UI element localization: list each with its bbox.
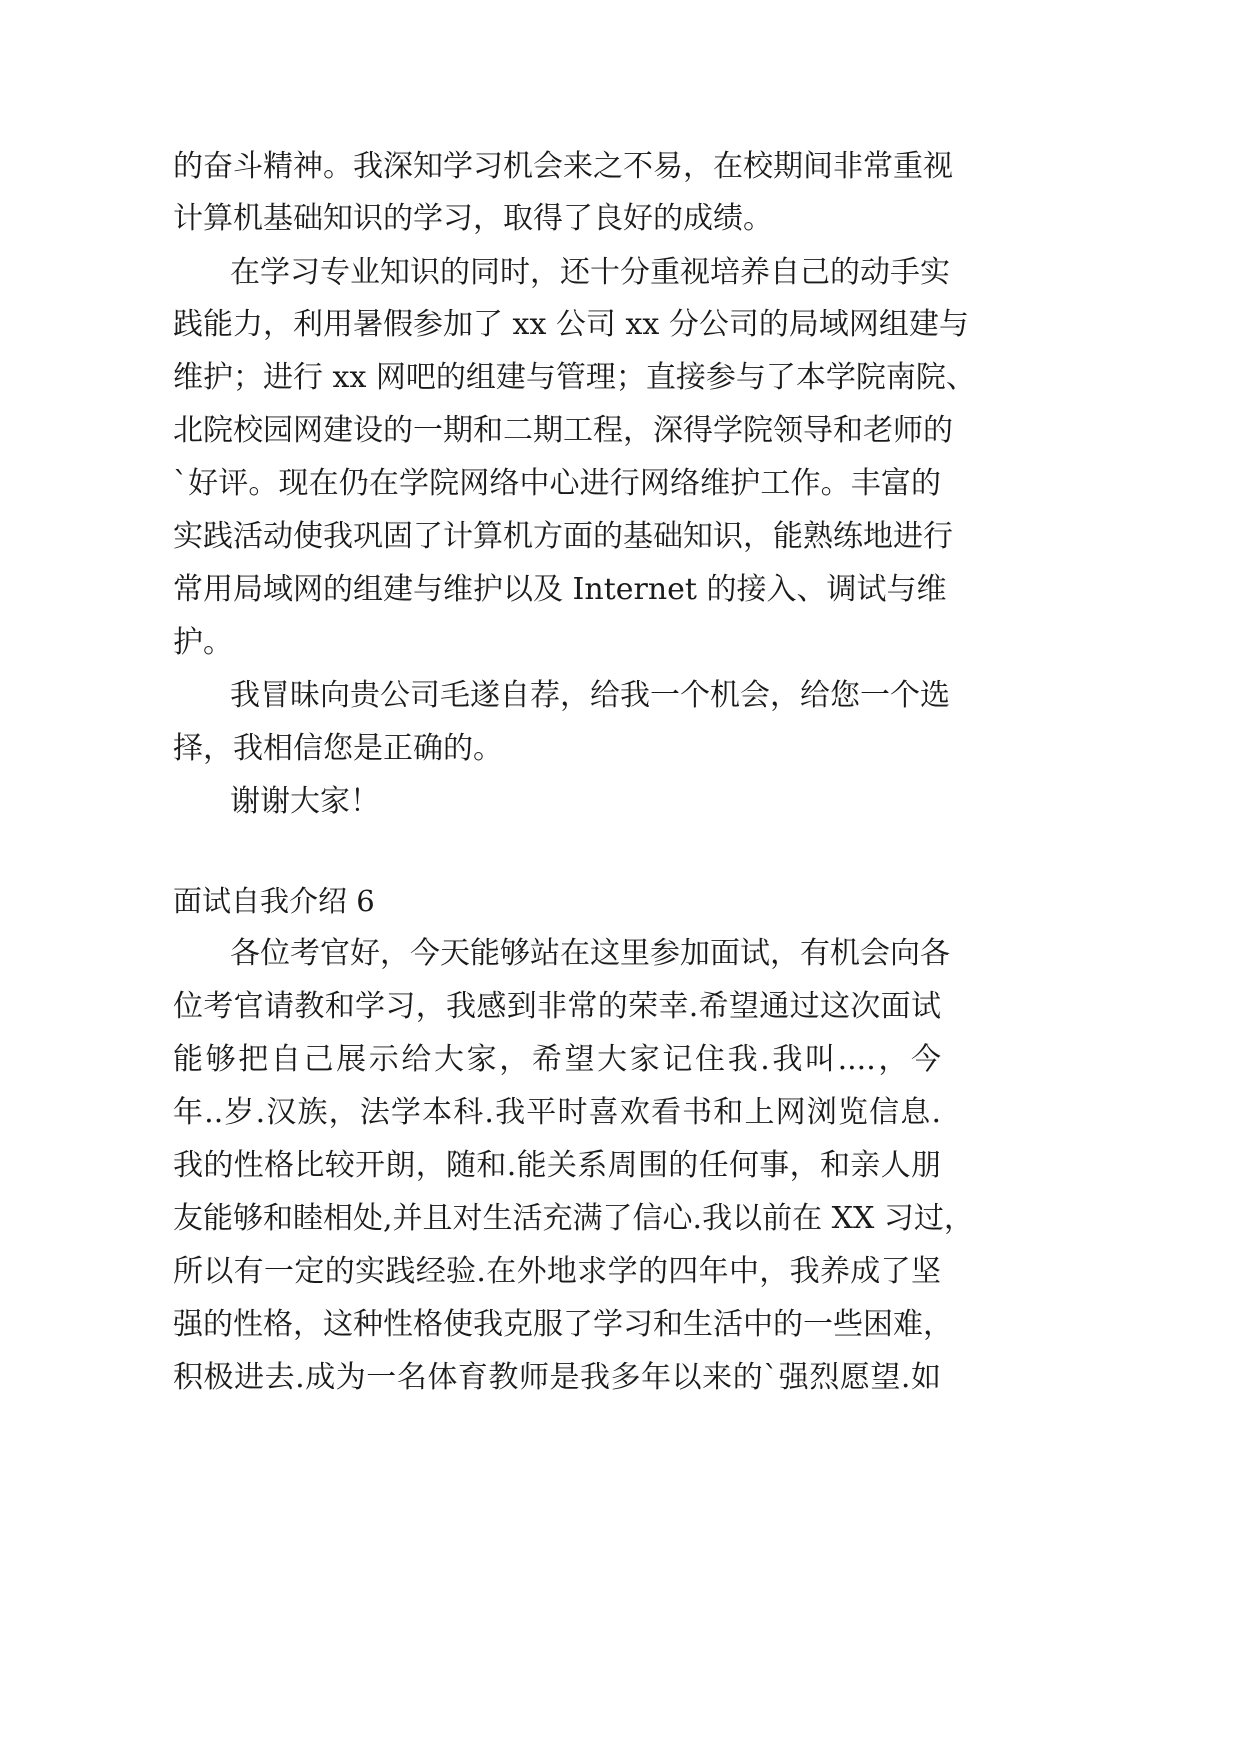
text-line [173,623,233,663]
text-line [173,1252,941,1292]
text-line-content: 位考官请教和学习，我感到非常的荣幸.希望通过这次面试 [173,989,941,1024]
text-line [173,1305,953,1345]
text-line [230,782,380,822]
text-line [230,253,950,293]
text-line-content: 谢谢大家！ [230,784,380,819]
text-line-content: 友能够和睦相处,并且对生活充满了信心.我以前在 XX 习过， [173,1201,974,1236]
text-line-content: 各位考官好，今天能够站在这里参加面试，有机会向各 [230,936,950,971]
text-line-content: 我冒昧向贵公司毛遂自荐，给我一个机会，给您一个选 [230,678,950,713]
text-line [230,934,950,974]
text-line-content: 护。 [173,625,233,660]
text-line [173,1093,941,1133]
section-heading [173,881,375,921]
text-line-content: 践能力，利用暑假参加了 xx 公司 xx 分公司的局域网组建与 [173,307,969,342]
text-line-content: 我的性格比较开朗，随和.能关系周围的任何事，和亲人朋 [173,1148,941,1183]
text-line [173,1199,974,1239]
text-line-content: 年..岁.汉族，法学本科.我平时喜欢看书和上网浏览信息. [173,1095,941,1130]
text-line [173,570,947,610]
text-line [173,517,953,557]
section-heading-text: 面试自我介绍 6 [173,884,375,918]
text-line [173,199,773,239]
text-line [173,1146,941,1186]
text-line [173,987,941,1027]
text-line-content: 在学习专业知识的同时，还十分重视培养自己的动手实 [230,255,950,290]
text-line [173,411,953,451]
text-line-content: 实践活动使我巩固了计算机方面的基础知识，能熟练地进行 [173,519,953,554]
text-line [173,1358,941,1398]
text-line-content: `好评。现在仍在学院网络中心进行网络维护工作。丰富的 [173,466,941,501]
text-line [173,1040,941,1080]
text-line-content: 维护；进行 xx 网吧的组建与管理；直接参与了本学院南院、 [173,360,976,395]
text-line-content: 积极进去.成为一名体育教师是我多年以来的`强烈愿望.如 [173,1360,941,1395]
text-line-content: 常用局域网的组建与维护以及 Internet 的接入、调试与维 [173,572,947,607]
text-line-content: 所以有一定的实践经验.在外地求学的四年中，我养成了坚 [173,1254,941,1289]
text-line [173,358,976,398]
text-line [173,147,953,187]
text-line [230,676,950,716]
text-line-content: 的奋斗精神。我深知学习机会来之不易，在校期间非常重视 [173,149,953,184]
text-line [173,464,941,504]
text-line-content: 能够把自己展示给大家，希望大家记住我.我叫....，今 [173,1042,941,1077]
text-line [173,729,503,769]
text-line-content: 北院校园网建设的一期和二期工程，深得学院领导和老师的 [173,413,953,448]
text-line [173,305,969,345]
text-line-content: 强的性格，这种性格使我克服了学习和生活中的一些困难， [173,1307,953,1342]
text-line-content: 计算机基础知识的学习，取得了良好的成绩。 [173,201,773,236]
text-line-content: 择，我相信您是正确的。 [173,731,503,766]
